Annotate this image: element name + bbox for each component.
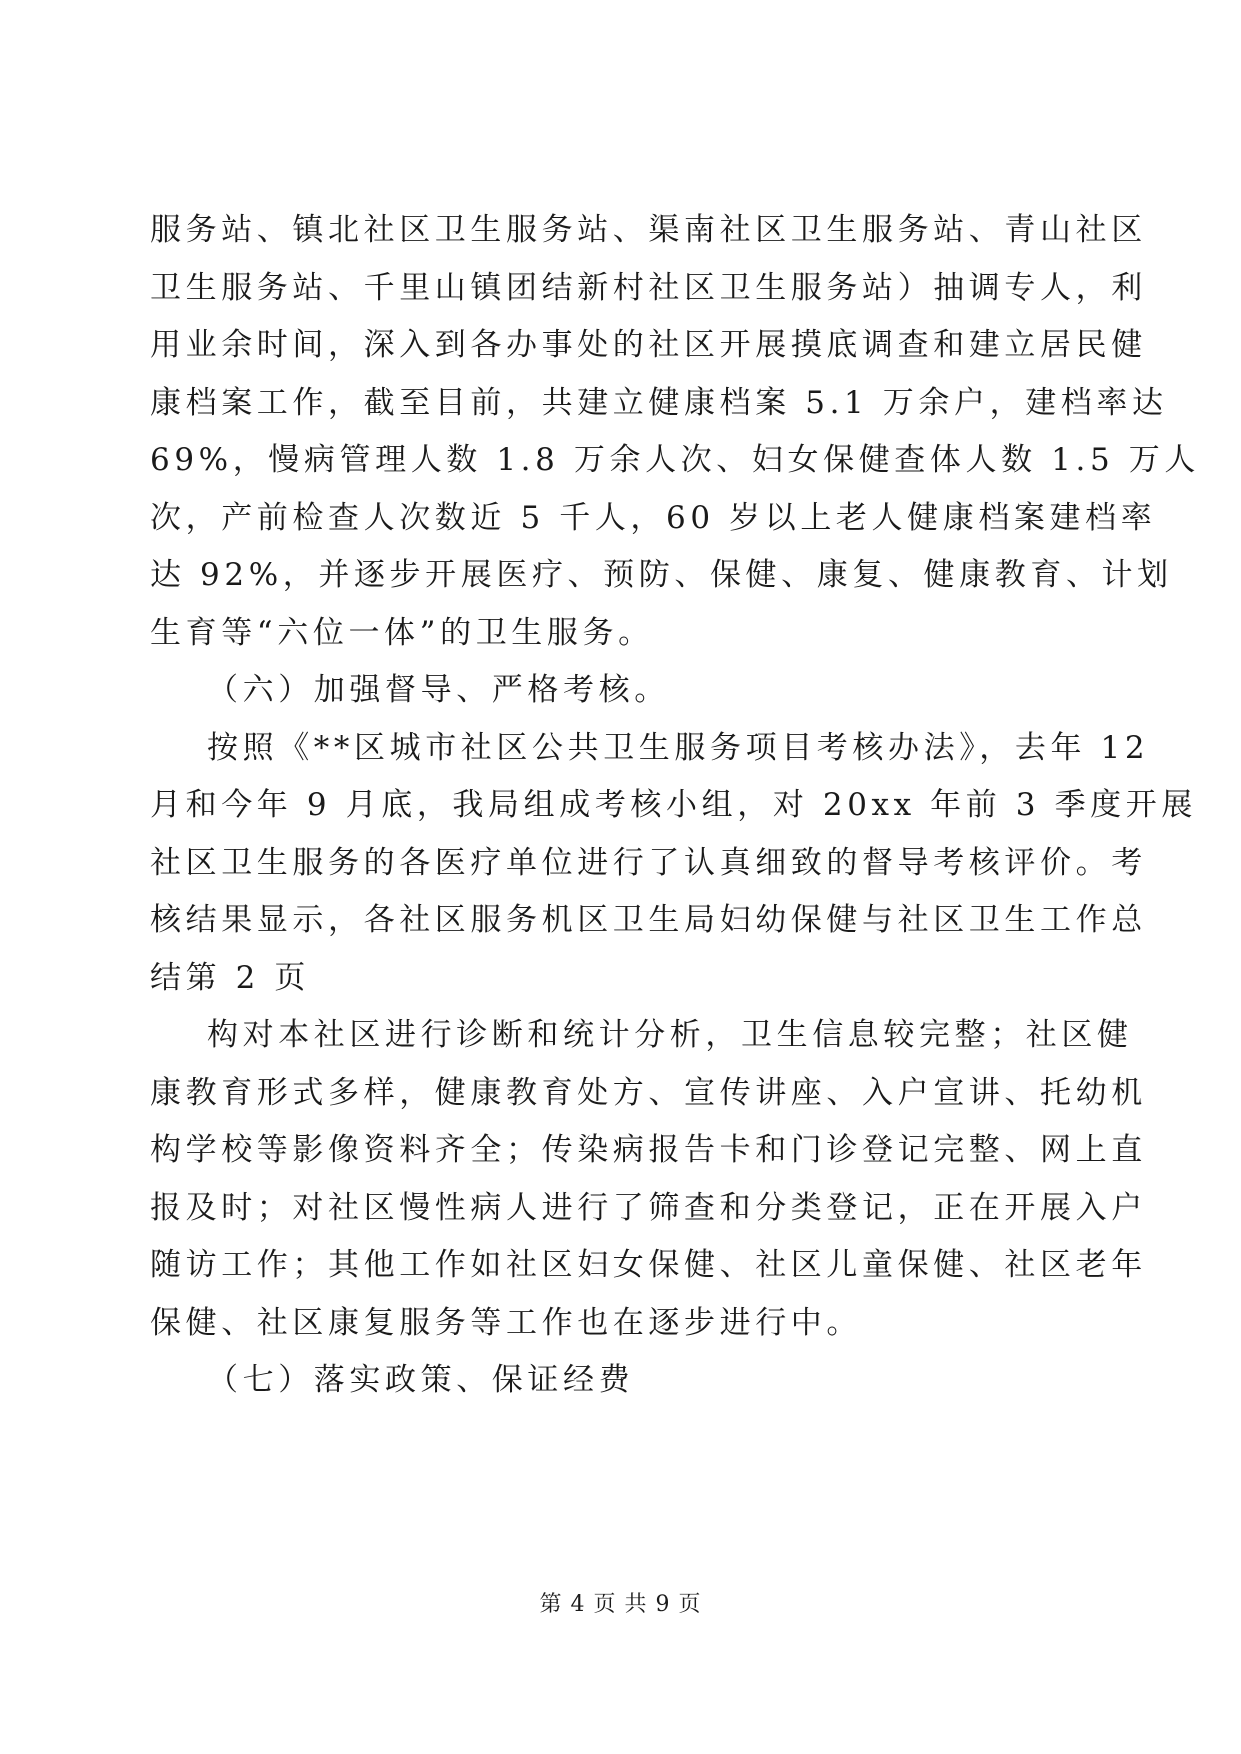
- text-line: 月和今年 9 月底，我局组成考核小组，对 20xx 年前 3 季度开展: [150, 787, 1197, 823]
- text-line: 生育等“六位一体”的卫生服务。: [150, 615, 654, 651]
- text-line: 构学校等影像资料齐全；传染病报告卡和门诊登记完整、网上直: [150, 1132, 1147, 1168]
- section-heading: （七）落实政策、保证经费: [207, 1362, 635, 1398]
- text-line: 康档案工作，截至目前，共建立健康档案 5.1 万余户，建档率达: [150, 385, 1168, 421]
- text-line: 社区卫生服务的各医疗单位进行了认真细致的督导考核评价。考: [150, 845, 1147, 881]
- text-line: 次，产前检查人次数近 5 千人，60 岁以上老人健康档案建档率: [150, 500, 1157, 536]
- text-line: 核结果显示，各社区服务机区卫生局妇幼保健与社区卫生工作总: [150, 902, 1147, 938]
- text-line: 用业余时间，深入到各办事处的社区开展摸底调查和建立居民健: [150, 327, 1147, 363]
- page-indicator: 第 4 页 共 9 页: [539, 1592, 702, 1617]
- text-line: 随访工作；其他工作如社区妇女保健、社区儿童保健、社区老年: [150, 1247, 1147, 1283]
- text-line: 按照《**区城市社区公共卫生服务项目考核办法》，去年 12: [207, 730, 1150, 766]
- text-line: 服务站、镇北社区卫生服务站、渠南社区卫生服务站、青山社区: [150, 212, 1147, 248]
- text-line: 69%，慢病管理人数 1.8 万余人次、妇女保健查体人数 1.5 万人: [150, 442, 1200, 478]
- text-line: 卫生服务站、千里山镇团结新村社区卫生服务站）抽调专人，利: [150, 270, 1147, 306]
- text-line: 达 92%，并逐步开展医疗、预防、保健、康复、健康教育、计划: [150, 557, 1173, 593]
- text-line: 报及时；对社区慢性病人进行了筛查和分类登记，正在开展入户: [150, 1190, 1147, 1226]
- section-heading: （六）加强督导、严格考核。: [207, 672, 670, 708]
- text-line: 康教育形式多样，健康教育处方、宣传讲座、入户宣讲、托幼机: [150, 1075, 1147, 1111]
- text-line: 构对本社区进行诊断和统计分析，卫生信息较完整；社区健: [207, 1017, 1133, 1053]
- text-line: 结第 2 页: [150, 960, 311, 996]
- text-line: 保健、社区康复服务等工作也在逐步进行中。: [150, 1305, 862, 1341]
